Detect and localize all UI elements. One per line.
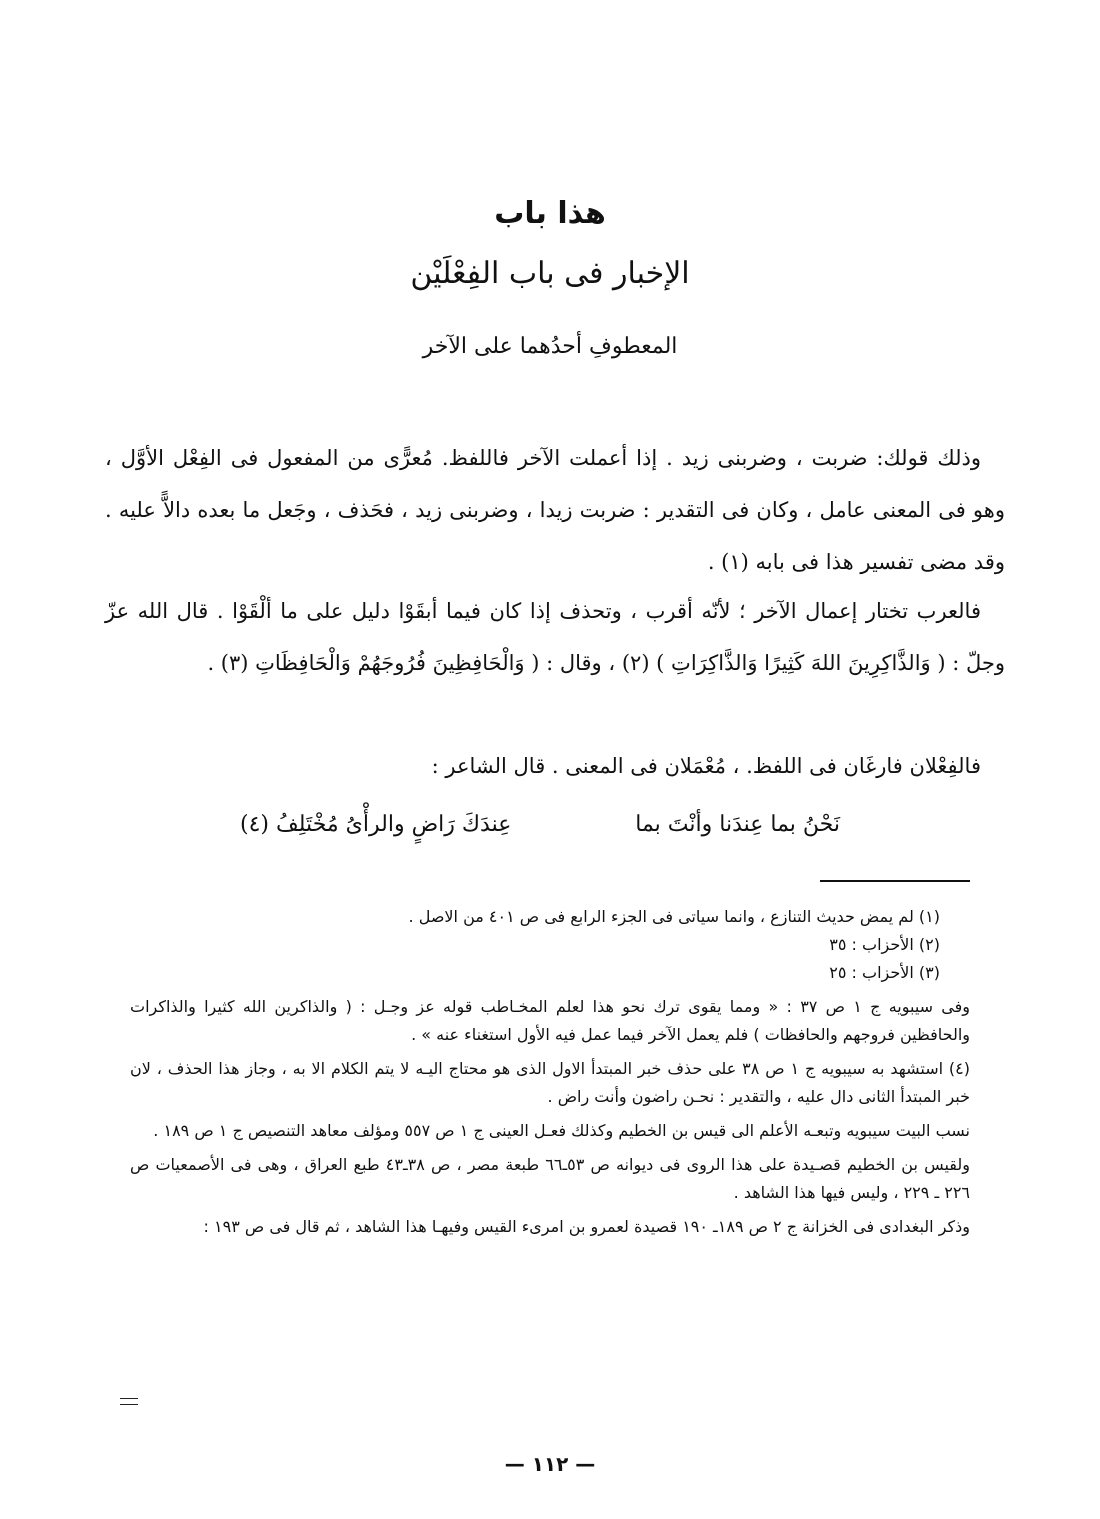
- chapter-title: الإخبار فى باب الفِعْلَيْن: [410, 256, 690, 291]
- poetry-verse: [240, 800, 840, 850]
- footnote-note-sibawayh: وفى سيبويه ج ١ ص ٣٧ : « ومما يقوى ترك نحو هذا لعلم المخـاطب قوله عز وجـل : ( والذاكرين الله كثيرا والذاكرات والحافظين فروجهم والحافظات ) فلم يعمل الآخر فيما عمل فيه الأول استغناء عنه » .: [130, 997, 971, 1044]
- paragraph-text: فالعرب تختار إعمال الآخر ؛ لأنّه أقرب ، وتحذف إذا كان فيما أبقَوْا دليل على ما ألْقَوْا . قال الله عزّ وجلّ : ( وَالذَّاكِرِينَ اللهَ كَثِيرًا وَالذَّاكِرَاتِ ) (٢) ، وقال : ( وَالْحَافِظِينَ فُرُوجَهُمْ وَالْحَافِظَاتِ (٣) .: [105, 599, 1005, 675]
- body-paragraph-3: [105, 740, 1005, 792]
- verse-first-hemistich: نَحْنُ بما عِندَنا وأنْتَ بما: [635, 812, 840, 837]
- paragraph-text: فالفِعْلان فارغَان فى اللفظ. ، مُعْمَلان فى المعنى . قال الشاعر :: [431, 754, 981, 778]
- paragraph-text: وذلك قولك: ضربت ، وضربنى زيد . إذا أعملت الآخر فاللفظ. مُعرًّى من المفعول فى الفِعْل الأوَّل ، وهو فى المعنى عامل ، وكان فى التقدير : ضربت زيدا ، وضربنى زيد ، فحَذف ، وجَعل ما بعده دالاًّ عليه . وقد مضى تفسير هذا فى بابه (١) .: [105, 446, 1005, 574]
- footnote-separator: [820, 880, 970, 882]
- body-paragraph-2: [105, 585, 1005, 689]
- footnote-note-diwan: ولقيس بن الخطيم قصـيدة على هذا الروى فى ديوانه ص ٥٣ـ٦٦ طبعة مصر ، ص ٣٨ـ٤٣ طبع العراق ، وهى فى الأصمعيات ص ٢٢٦ ـ ٢٢٩ ، وليس فيها هذا الشاهد .: [130, 1155, 971, 1202]
- page-number: — ١١٢ —: [504, 1452, 596, 1476]
- footnote-note-attribution: نسب البيت سيبويه وتبعـه الأعلم الى قيس بن الخطيم وكذلك فعـل العينى ج ١ ص ٥٥٧ ومؤلف معاهد التنصيص ج ١ ص ١٨٩ .: [153, 1121, 970, 1140]
- footnote-note-khizana: وذكر البغدادى فى الخزانة ج ٢ ص ١٨٩ـ ١٩٠ قصيدة لعمرو بن امرىء القيس وفيهـا هذا الشاهد ، ثم قال فى ص ١٩٣ :: [203, 1217, 970, 1236]
- footnotes-section: [130, 903, 970, 1241]
- verse-second-hemistich: عِندَكَ رَاضٍ والرأْىُ مُخْتَلِفُ (٤): [240, 812, 512, 837]
- footnote-3: (٣) الأحزاب : ٢٥: [829, 963, 940, 982]
- chapter-heading: هذا باب: [494, 196, 606, 231]
- footnote-1: (١) لم يمض حديث التنازع ، وانما سياتى فى الجزء الرابع فى ص ٤٠١ من الاصل .: [408, 907, 940, 926]
- continuation-mark: [120, 1398, 138, 1405]
- footnote-4: (٤) استشهد به سيبويه ج ١ ص ٣٨ على حذف خبر المبتدأ الاول الذى هو محتاج اليـه لا يتم الكلام الا به ، وجاز هذا الحذف ، لان خبر المبتدأ الثانى دال عليه ، والتقدير : نحـن راضون وأنت راض .: [130, 1059, 971, 1106]
- chapter-subtitle: المعطوفِ أحدُهما على الآخر: [422, 334, 678, 359]
- footnote-2: (٢) الأحزاب : ٣٥: [829, 935, 940, 954]
- body-paragraph-1: [105, 432, 1005, 588]
